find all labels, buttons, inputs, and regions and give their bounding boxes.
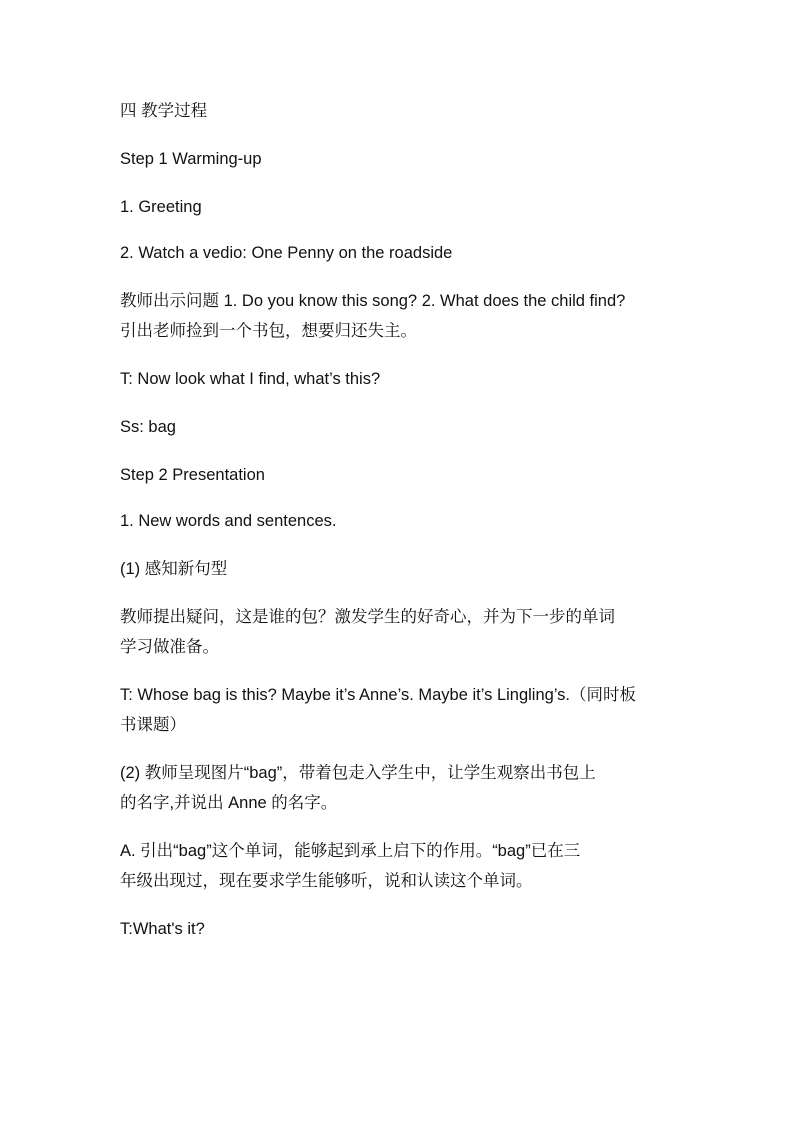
sub-item-a-paragraph	[120, 836, 680, 896]
dialog-teacher-whose-bag	[120, 680, 680, 740]
section-heading: 四 教学过程	[120, 102, 208, 120]
sub-item-2-line-1: (2) 教师呈现图片“bag”，带着包走入学生中，让学生观察出书包上	[120, 764, 596, 782]
sub-item-a-line-2: 年级出现过，现在要求学生能够听，说和认读这个单词。	[120, 872, 533, 890]
dialog-students-bag: Ss: bag	[120, 418, 176, 436]
sub-item-a-line-1: A. 引出“bag”这个单词，能够起到承上启下的作用。“bag”已在三	[120, 842, 581, 860]
sub-item-2-line-2: 的名字,并说出 Anne 的名字。	[120, 794, 338, 812]
sub-item-1-heading: (1) 感知新句型	[120, 560, 228, 578]
step1-item-video: 2. Watch a vedio: One Penny on the roadside	[120, 244, 453, 262]
dialog-whose-bag-line-2: 书课题）	[120, 716, 186, 734]
teacher-questions-line-2: 引出老师捡到一个书包，想要归还失主。	[120, 322, 417, 340]
step2-heading: Step 2 Presentation	[120, 466, 265, 484]
dialog-whose-bag-line-1: T: Whose bag is this? Maybe it’s Anne’s. Maybe it’s Lingling’s.（同时板	[120, 686, 637, 704]
sub-item-1-desc-line-2: 学习做准备。	[120, 638, 219, 656]
dialog-teacher-find: T: Now look what I find, what’s this?	[120, 370, 381, 388]
sub-item-2-paragraph	[120, 758, 680, 818]
sub-item-1-desc-line-1: 教师提出疑问，这是谁的包？激发学生的好奇心，并为下一步的单词	[120, 608, 615, 626]
step2-item-new-words: 1. New words and sentences.	[120, 512, 337, 530]
sub-item-1-description	[120, 602, 680, 662]
document-body	[120, 96, 680, 944]
teacher-questions-line-1: 教师出示问题 1. Do you know this song? 2. What does the child find?	[120, 292, 626, 310]
teacher-questions-paragraph	[120, 286, 680, 346]
step1-heading: Step 1 Warming-up	[120, 150, 262, 168]
step1-item-greeting: 1. Greeting	[120, 198, 202, 216]
dialog-teacher-whats-it: T:What's it?	[120, 920, 205, 938]
